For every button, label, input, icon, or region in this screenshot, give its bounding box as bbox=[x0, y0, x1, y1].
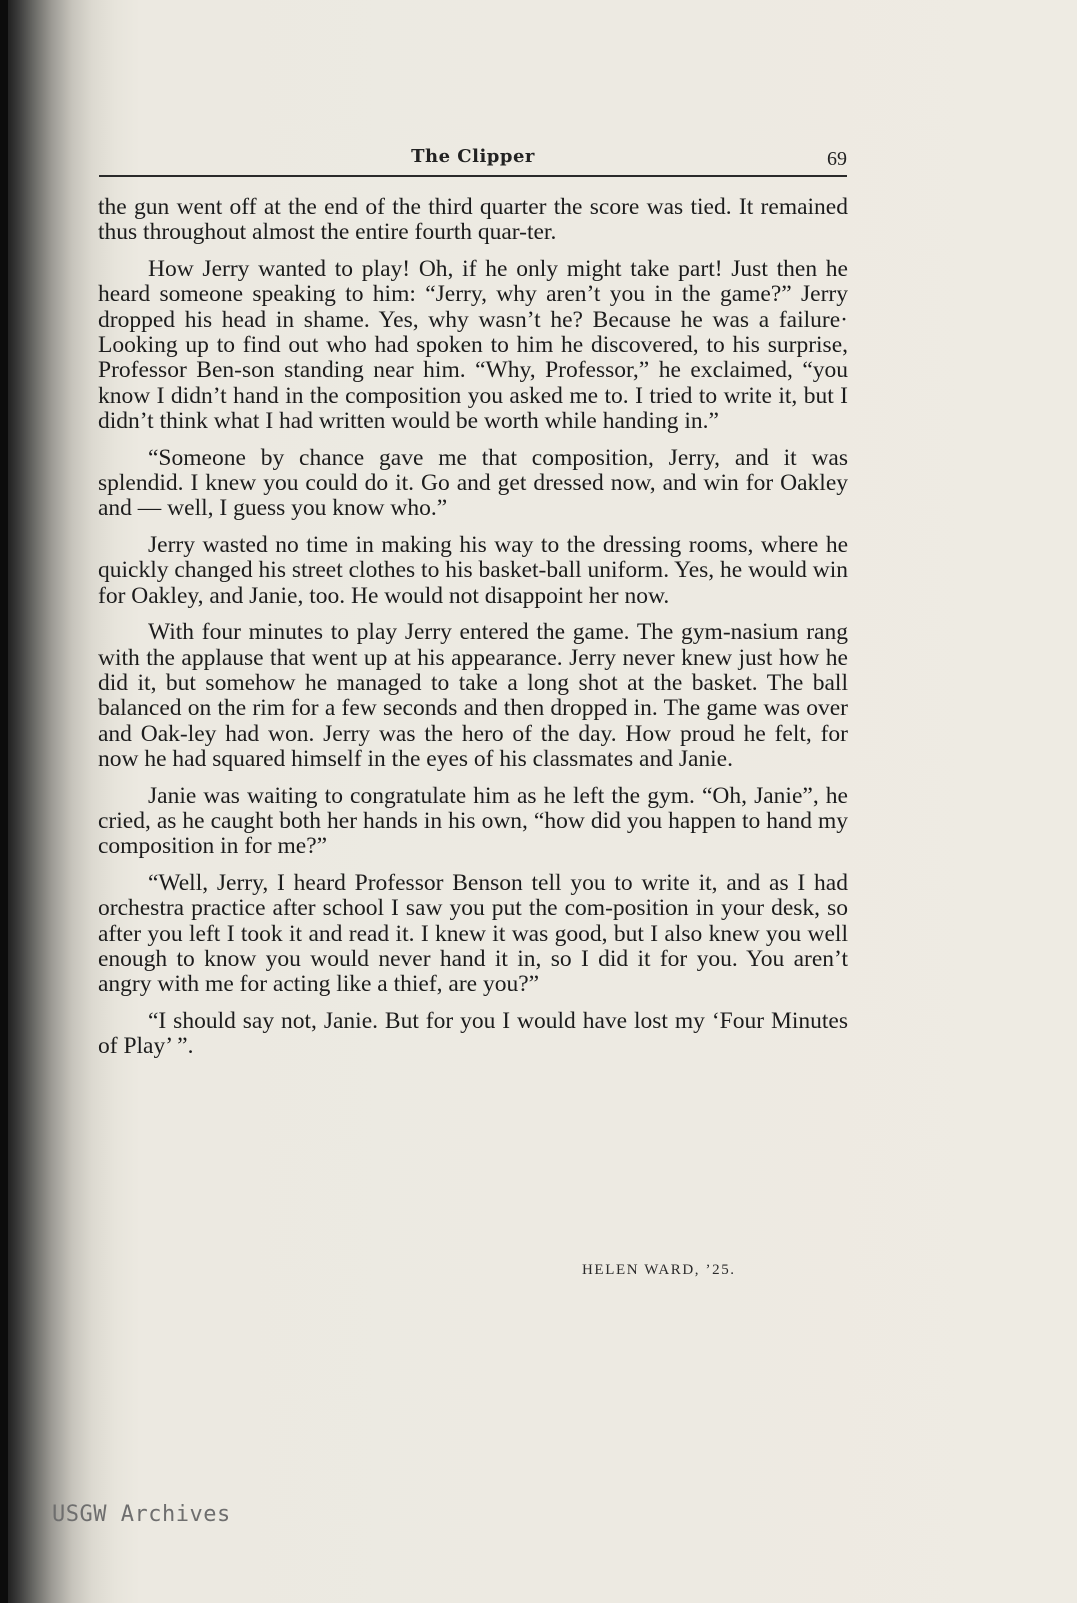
author-signature: HELEN WARD, ’25. bbox=[582, 1262, 736, 1278]
paragraph: the gun went off at the end of the third quarter the score was tied. It remained thus throughout almost the entire fourth quar-ter. bbox=[98, 194, 848, 246]
paragraph: Jerry wasted no time in making his way to the dressing rooms, where he quickly changed his street clothes to his basket-ball uniform. Yes, he would win for Oakley, and Janie, too. He would not disappoint her now. bbox=[98, 532, 848, 609]
page-number: 69 bbox=[827, 148, 847, 170]
header-rule bbox=[99, 175, 847, 177]
archive-watermark: USGW Archives bbox=[52, 1502, 231, 1527]
journal-title: The Clipper bbox=[411, 146, 535, 167]
paragraph: Janie was waiting to congratulate him as he left the gym. “Oh, Janie”, he cried, as he caught both her hands in his own, “how did you happen to hand my composition in for me?” bbox=[98, 782, 848, 860]
running-header bbox=[99, 146, 847, 176]
book-spine-shadow bbox=[0, 0, 8, 1603]
paragraph: “I should say not, Janie. But for you I would have lost my ‘Four Minutes of Play’ ”. bbox=[98, 1008, 848, 1060]
paragraph: How Jerry wanted to play! Oh, if he only might take part! Just then he heard someone speaking to him: “Jerry, why aren’t you in the game?” Jerry dropped his head in shame. Yes, why wasn’t he? Because he was a failure· Looking up to find out who had spoken to him he discovered, to his surprise, Professor Ben-son standing near him. “Why, Professor,” he exclaimed, “you know I didn’t hand in the composition you asked me to. I tried to write it, but I didn’t think what I had written would be worth while handing in.” bbox=[98, 256, 848, 434]
story-text bbox=[98, 195, 848, 1071]
paragraph: With four minutes to play Jerry entered the game. The gym-nasium rang with the applause that went up at his appearance. Jerry never knew just how he did it, but somehow he managed to take a long shot at the basket. The ball balanced on the rim for a few seconds and then dropped in. The game was over and Oak-ley had won. Jerry was the hero of the day. How proud he felt, for now he had squared himself in the eyes of his classmates and Janie. bbox=[98, 619, 848, 772]
paragraph: “Well, Jerry, I heard Professor Benson tell you to write it, and as I had orchestra practice after school I saw you put the com-position in your desk, so after you left I took it and read it. I knew it was good, but I also knew you well enough to know you would never hand it in, so I did it for you. You aren’t angry with me for acting like a thief, are you?” bbox=[98, 870, 848, 998]
paragraph: “Someone by chance gave me that composition, Jerry, and it was splendid. I knew you could do it. Go and get dressed now, and win for Oakley and — well, I guess you know who.” bbox=[98, 444, 848, 522]
